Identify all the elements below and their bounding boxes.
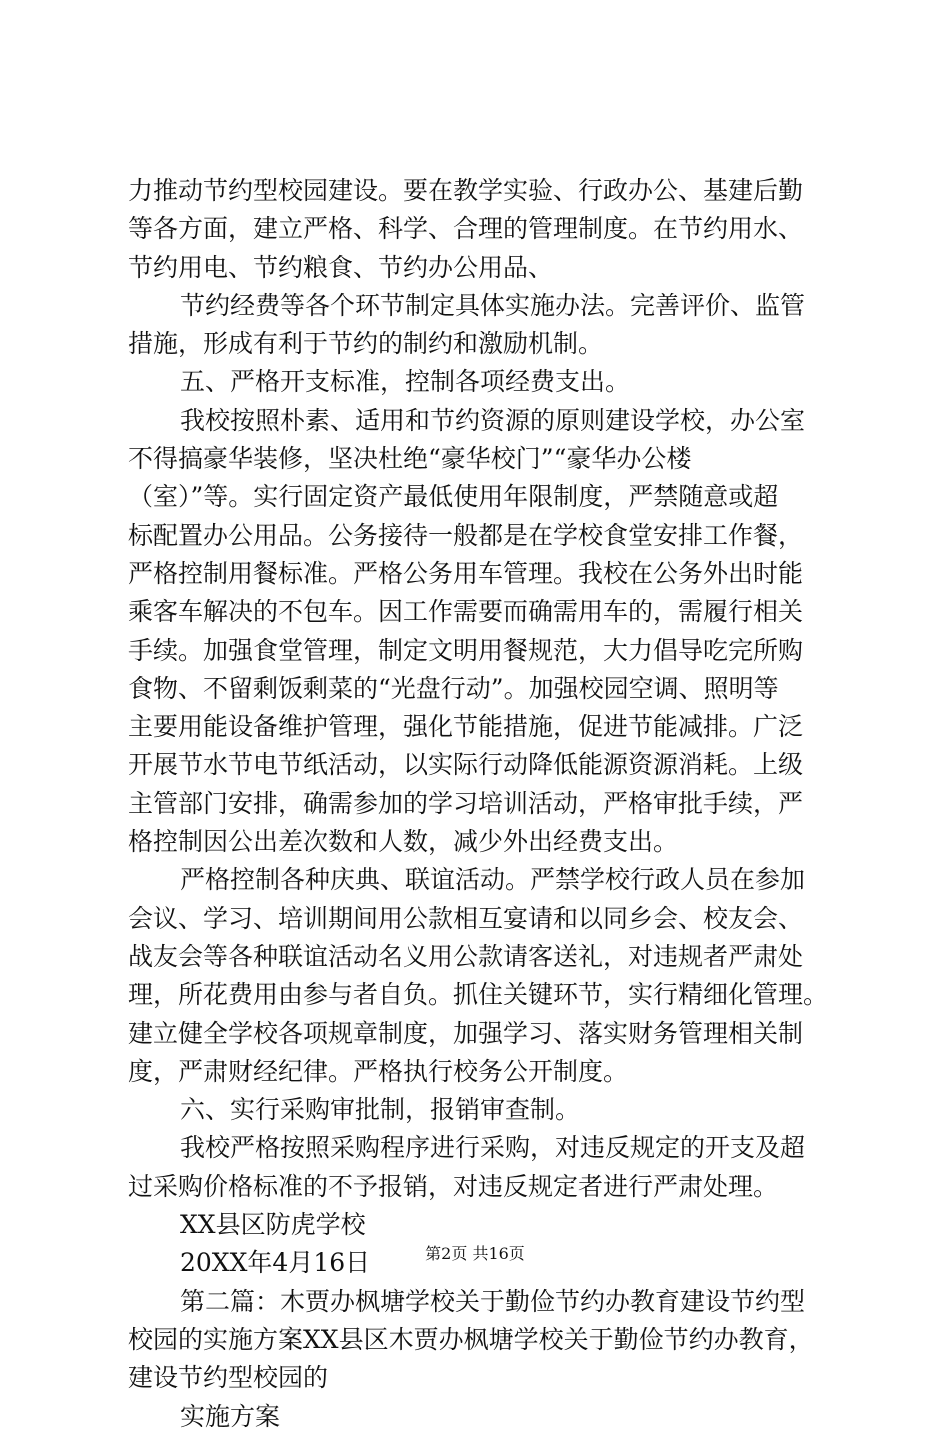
section-heading: 六、实行采购审批制，报销审查制。 [180,1095,581,1125]
text-line: 等各方面，建立严格、科学、合理的管理制度。在节约用水、 [128,214,804,244]
text-line: 力推动节约型校园建设。要在教学实验、行政办公、基建后勤 [128,176,804,205]
text-line: 开展节水节电节纸活动，以实际行动降低能源资源消耗。上级 [128,750,804,780]
text-line: 节约用电、节约粮食、节约办公用品、 [128,252,554,282]
text-line: 主要用能设备维护管理，强化节能措施，促进节能减排。广泛 [128,712,804,742]
text-line: 校园的实施方案XX县区木贾办枫塘学校关于勤俭节约办教育， [128,1324,814,1354]
text-line: 节约经费等各个环节制定具体实施办法。完善评价、监管 [180,290,806,320]
signature-date: 20XX年4月16日 [180,1248,371,1278]
text-line: 严格控制各种庆典、联谊活动。严禁学校行政人员在参加 [180,865,806,895]
text-line: 主管部门安排，确需参加的学习培训活动，严格审批手续，严 [128,788,804,818]
text-line: 建立健全学校各项规章制度，加强学习、落实财务管理相关制 [128,1018,804,1048]
text-line: 措施，形成有利于节约的制约和激励机制。 [128,329,604,359]
text-line: 理，所花费用由参与者自负。抓住关键环节，实行精细化管理。 [128,980,829,1010]
text-line: 第二篇：木贾办枫塘学校关于勤俭节约办教育建设节约型 [180,1286,806,1316]
text-line: 我校按照朴素、适用和节约资源的原则建设学校，办公室 [180,405,806,435]
page-number: 第2页 共16页 [425,1244,525,1263]
text-line: 手续。加强食堂管理，制定文明用餐规范，大力倡导吃完所购 [128,635,804,665]
signature-school: XX县区防虎学校 [180,1210,366,1240]
text-line: 食物、不留剩饭剩菜的“光盘行动”。加强校园空调、照明等 [128,673,779,703]
text-line: 我校严格按照采购程序进行采购，对违反规定的开支及超 [180,1133,806,1163]
text-line: 乘客车解决的不包车。因工作需要而确需用车的，需履行相关 [128,597,804,627]
text-line: 标配置办公用品。公务接待一般都是在学校食堂安排工作餐， [128,520,804,550]
text-line: 严格控制用餐标准。严格公务用车管理。我校在公务外出时能 [128,558,804,588]
text-line: （室）”等。实行固定资产最低使用年限制度，严禁随意或超 [128,482,779,512]
text-line: 过采购价格标准的不予报销，对违反规定者进行严肃处理。 [128,1171,779,1201]
text-line: 建设节约型校园的 [128,1363,329,1393]
text-line: 战友会等各种联谊活动名义用公款请客送礼，对违规者严肃处 [128,941,804,971]
text-line: 不得搞豪华装修，坚决杜绝“豪华校门”“豪华办公楼 [128,444,692,474]
text-line: 会议、学习、培训期间用公款相互宴请和以同乡会、校友会、 [128,903,804,933]
text-line: 度，严肃财经纪律。严格执行校务公开制度。 [128,1056,629,1086]
text-line: 实施方案 [180,1401,281,1431]
section-heading: 五、严格开支标准，控制各项经费支出。 [180,367,631,397]
text-line: 格控制因公出差次数和人数，减少外出经费支出。 [128,827,679,857]
